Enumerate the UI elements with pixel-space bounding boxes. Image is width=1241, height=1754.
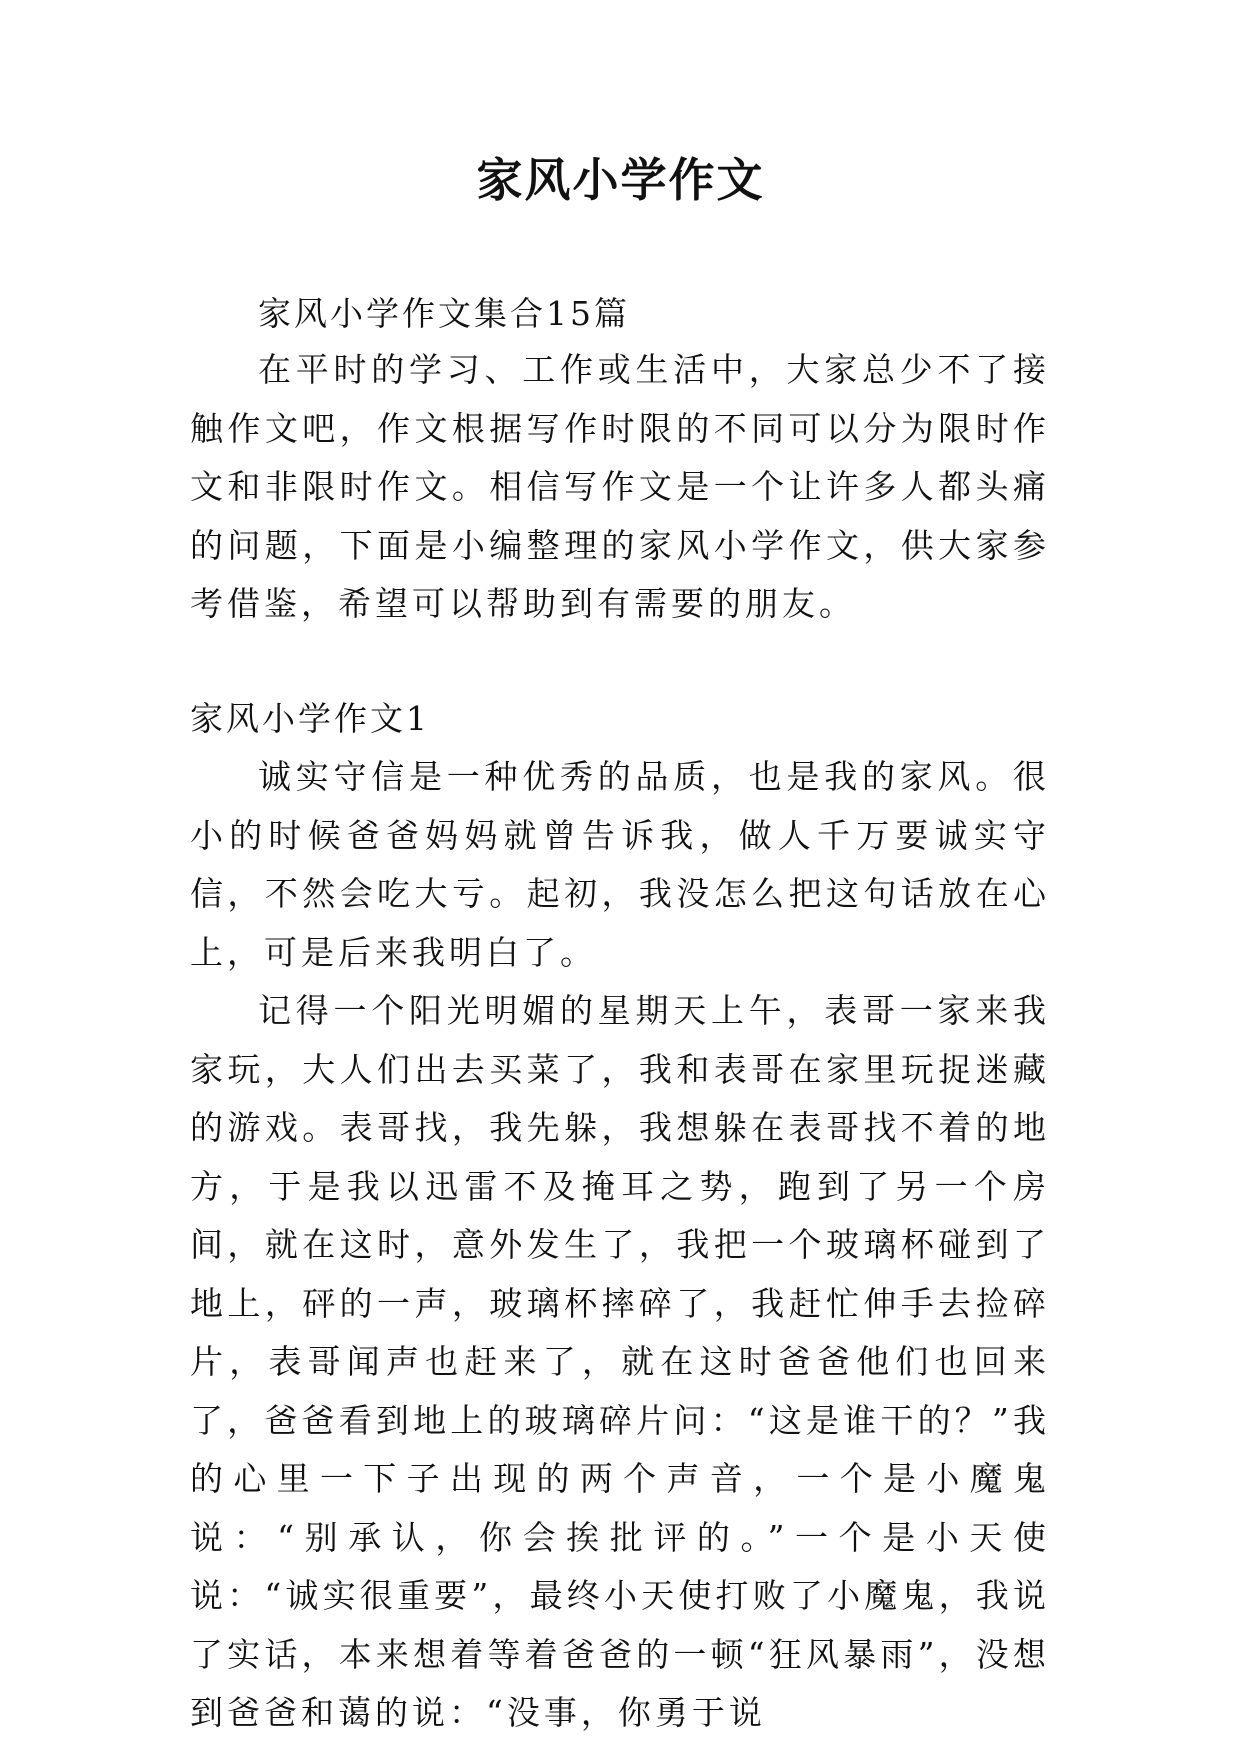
intro-block [190,341,1050,634]
section-heading: 家风小学作文1 [190,699,430,738]
intro-paragraph: 在平时的学习、工作或生活中，大家总少不了接触作文吧，作文根据写作时限的不同可以分为限时作文和非限时作文。相信写作文是一个让许多人都头痛的问题，下面是小编整理的家风小学作文，供大家参考借鉴，希望可以帮助到有需要的朋友。 [190,350,1050,623]
document-subtitle: 家风小学作文集合15篇 [258,294,630,333]
essay-paragraph-1: 诚实守信是一种优秀的品质，也是我的家风。很小的时候爸爸妈妈就曾告诉我，做人千万要诚实守信，不然会吃大亏。起初，我没怎么把这句话放在心上，可是后来我明白了。 [190,757,1050,972]
essay-body [190,748,1050,1743]
document-title: 家风小学作文 [476,153,765,207]
essay-paragraph-2: 记得一个阳光明媚的星期天上午，表哥一家来我家玩，大人们出去买菜了，我和表哥在家里玩捉迷藏的游戏。表哥找，我先躲，我想躲在表哥找不着的地方，于是我以迅雷不及掩耳之势，跑到了另一个房间，就在这时，意外发生了，我把一个玻璃杯碰到了地上，砰的一声，玻璃杯摔碎了，我赶忙伸手去捡碎片，表哥闻声也赶来了，就在这时爸爸他们也回来了，爸爸看到地上的玻璃碎片问：“这是谁干的？”我的心里一下子出现的两个声音，一个是小魔鬼说：“别承认，你会挨批评的。”一个是小天使说：“诚实很重要”，最终小天使打败了小魔鬼，我说了实话，本来想着等着爸爸的一顿“狂风暴雨”，没想到爸爸和蔼的说：“没事，你勇于说 [190,991,1050,1732]
